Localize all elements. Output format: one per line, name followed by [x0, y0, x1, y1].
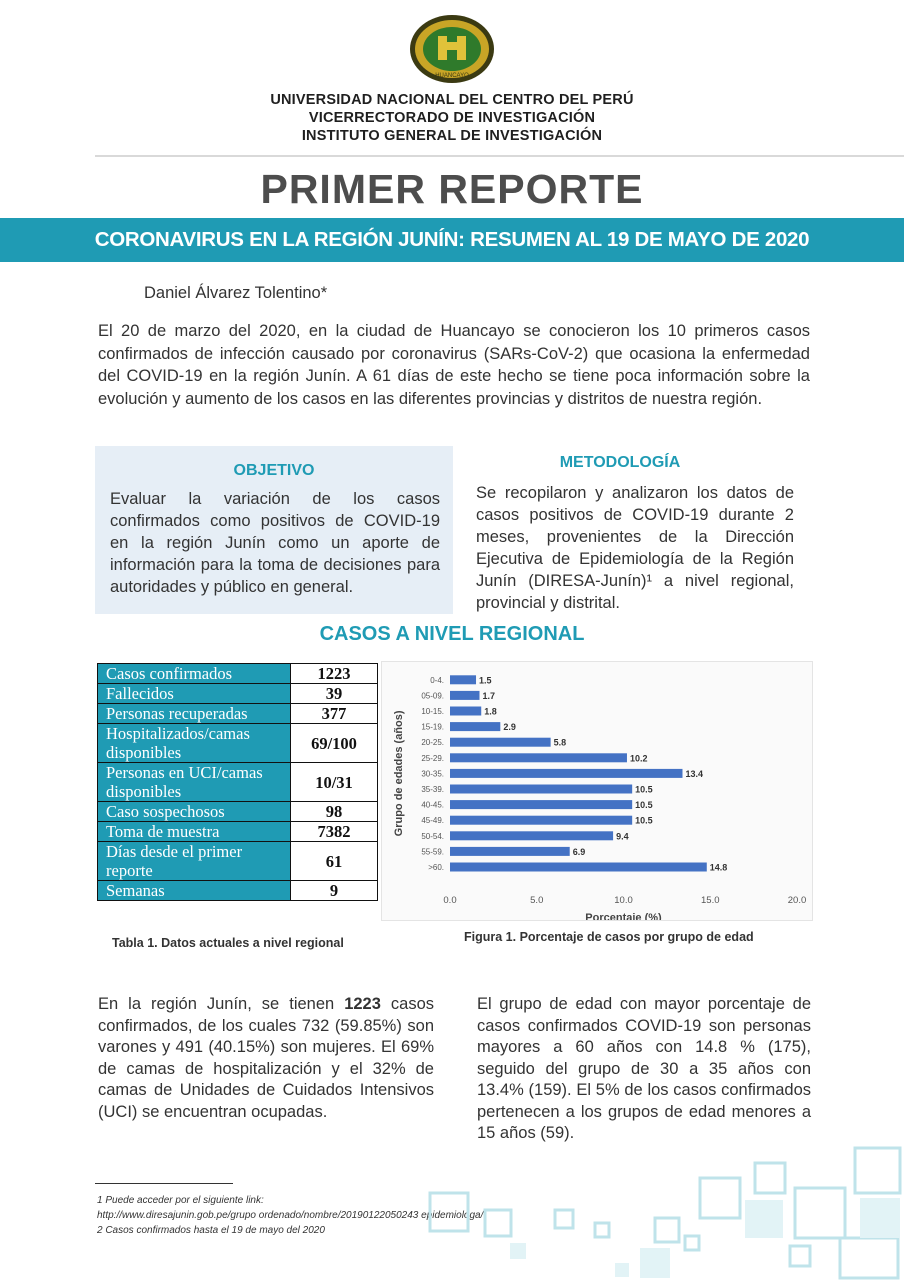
institute-name: INSTITUTO GENERAL DE INVESTIGACIÓN [301, 128, 603, 144]
bar [450, 675, 476, 684]
bar [450, 847, 570, 856]
bar-value-label: 6.9 [572, 846, 586, 857]
body-left-paragraph [98, 994, 434, 1123]
y-tick-label: 0-4. [430, 675, 444, 685]
table-row [98, 664, 378, 684]
report-title: PRIMER REPORTE [260, 166, 644, 212]
table-row [98, 724, 378, 763]
table-row [98, 842, 378, 881]
footnote-1: 1 Puede acceder por el siguiente link: [97, 1195, 264, 1206]
bar-value-label: 10.2 [629, 753, 648, 764]
bar-value-label: 13.4 [685, 768, 704, 779]
y-tick-label: 50-54. [421, 831, 444, 841]
x-tick-label: 0.0 [443, 894, 457, 906]
table-cell-value: 7382 [291, 822, 378, 842]
bar-value-label: 1.7 [482, 690, 496, 701]
x-tick-label: 20.0 [787, 894, 807, 906]
bar [450, 691, 479, 700]
footnote-divider [95, 1183, 233, 1184]
body-left-text-end: casos confirmados, de los cuales 732 (59.85%) son varones y 491 (40.15%) son mujeres. El 69% de camas de hospitalización y el 32% de camas de Unidades de Cuidados Intensivos (UCI) se encuentran ocupadas. [98, 995, 435, 1121]
table-cell-value: 9 [291, 881, 378, 901]
footnote-url: http://www.diresajunin.gob.pe/grupo ordenado/nombre/20190122050243 epidemiologa/. [97, 1210, 487, 1221]
intro-paragraph: El 20 de marzo del 2020, en la ciudad de Huancayo se conocieron los 10 primeros casos confirmados de infección causado por coronavirus (SARs-CoV-2) que ocasiona la enfermedad del COVID-19 en la región Junín. A 61 días de este hecho se tiene poca información sobre la evolución y aumento de los casos en las diferentes provincias y distritos de nuestra región. [98, 322, 810, 408]
age-group-chart-panel [381, 661, 813, 921]
y-tick-label: 40-45. [421, 800, 444, 810]
table-cell-value: 377 [291, 704, 378, 724]
table-cell-label: Fallecidos [98, 684, 291, 704]
body-left-bold-count: 1223 [344, 995, 381, 1013]
table-cell-value: 98 [291, 802, 378, 822]
y-axis-label: Grupo de edades (años) [393, 710, 405, 837]
table-cell-label: Casos confirmados [98, 664, 291, 684]
body-left-text-start: En la región Junín, se tienen [98, 995, 345, 1013]
table-cell-label: Personas en UCI/camas disponibles [98, 763, 291, 802]
table-row [98, 704, 378, 724]
objective-text: Evaluar la variación de los casos confirmados como positivos de COVID-19 en la región Junín como un aporte de información para la toma de decisiones para autoridades y público en general. [110, 490, 440, 596]
bar [450, 800, 632, 809]
table-cell-label: Personas recuperadas [98, 704, 291, 724]
table-row [98, 881, 378, 901]
bar [450, 785, 632, 794]
section-title: CASOS A NIVEL REGIONAL [319, 623, 585, 645]
y-tick-label: 55-59. [421, 847, 444, 857]
table-cell-label: Hospitalizados/camas disponibles [98, 724, 291, 763]
decorative-squares [410, 1138, 904, 1280]
table-cell-value: 69/100 [291, 724, 378, 763]
table-cell-value: 61 [291, 842, 378, 881]
table-cell-value: 39 [291, 684, 378, 704]
bar-value-label: 5.8 [553, 737, 567, 748]
bar-value-label: 10.5 [635, 784, 653, 795]
x-axis-label: Porcentaje (%) [585, 911, 662, 920]
y-tick-label: 35-39. [421, 785, 444, 794]
bar [450, 753, 627, 762]
y-tick-label: 20-25. [421, 738, 444, 748]
table-row [98, 802, 378, 822]
table-row [98, 684, 378, 704]
bar-value-label: 14.8 [709, 862, 728, 873]
footnote-2: 2 Casos confirmados hasta el 19 de mayo del 2020 [97, 1225, 325, 1236]
bar-value-label: 9.4 [616, 831, 629, 842]
vicerrectorado-name: VICERRECTORADO DE INVESTIGACIÓN [308, 110, 596, 126]
author-name: Daniel Álvarez Tolentino* [144, 284, 328, 302]
figure-caption: Figura 1. Porcentaje de casos por grupo de edad [464, 930, 754, 944]
body-right-paragraph: El grupo de edad con mayor porcentaje de casos confirmados COVID-19 son personas mayores a 60 años con 14.8 % (175), seguido del grupo de 30 a 35 años con 13.4% (159). El 5% de los casos confirmados pertenecen a los grupos de edad menores a 15 años (59). [477, 995, 811, 1142]
age-group-bar-chart [382, 662, 812, 920]
table-cell-label: Días desde el primer reporte [98, 842, 291, 881]
x-tick-label: 15.0 [701, 894, 720, 906]
table-row [98, 822, 378, 842]
bar-value-label: 10.5 [635, 800, 653, 811]
university-name: UNIVERSIDAD NACIONAL DEL CENTRO DEL PERÚ [270, 92, 634, 108]
y-tick-label: 30-35. [421, 769, 444, 779]
university-seal-logo [409, 14, 495, 84]
y-tick-label: 25-29. [421, 753, 444, 763]
table-caption: Tabla 1. Datos actuales a nivel regional [112, 936, 344, 950]
bar [450, 863, 707, 872]
bar [450, 769, 682, 778]
table-cell-label: Semanas [98, 881, 291, 901]
y-tick-label: 10-15. [421, 707, 444, 716]
bar-value-label: 1.5 [479, 675, 492, 686]
bar-value-label: 10.5 [635, 815, 653, 826]
methodology-title: METODOLOGÍA [559, 454, 681, 471]
y-tick-label: 15-19. [421, 722, 444, 732]
y-tick-label: 05-09. [421, 691, 444, 701]
x-tick-label: 5.0 [530, 894, 544, 906]
table-cell-label: Caso sospechosos [98, 802, 291, 822]
seal-city-text: HUANCAYO [435, 73, 469, 79]
table-cell-value: 1223 [291, 664, 378, 684]
bar [450, 816, 632, 825]
objective-title: OBJETIVO [233, 462, 315, 479]
bar-value-label: 1.8 [484, 706, 497, 717]
table-cell-value: 10/31 [291, 763, 378, 802]
x-tick-label: 10.0 [614, 894, 633, 906]
y-tick-label: >60. [428, 863, 444, 872]
table-cell-label: Toma de muestra [98, 822, 291, 842]
bar [450, 831, 613, 840]
bar [450, 707, 481, 716]
methodology-text: Se recopilaron y analizaron los datos de casos positivos de COVID-19 durante 2 meses, provenientes de la Dirección Ejecutiva de Epidemiología de la Región Junín (DIRESA-Junín)¹ a nivel regional, provincial y distrital. [476, 484, 794, 612]
bar-value-label: 2.9 [503, 722, 516, 733]
report-banner: CORONAVIRUS EN LA REGIÓN JUNÍN: RESUMEN AL 19 DE MAYO DE 2020 [0, 218, 904, 262]
y-tick-label: 45-49. [421, 816, 444, 826]
header-divider [95, 155, 904, 157]
bar [450, 722, 500, 731]
regional-data-table [97, 663, 378, 901]
bar [450, 738, 551, 747]
table-row [98, 763, 378, 802]
